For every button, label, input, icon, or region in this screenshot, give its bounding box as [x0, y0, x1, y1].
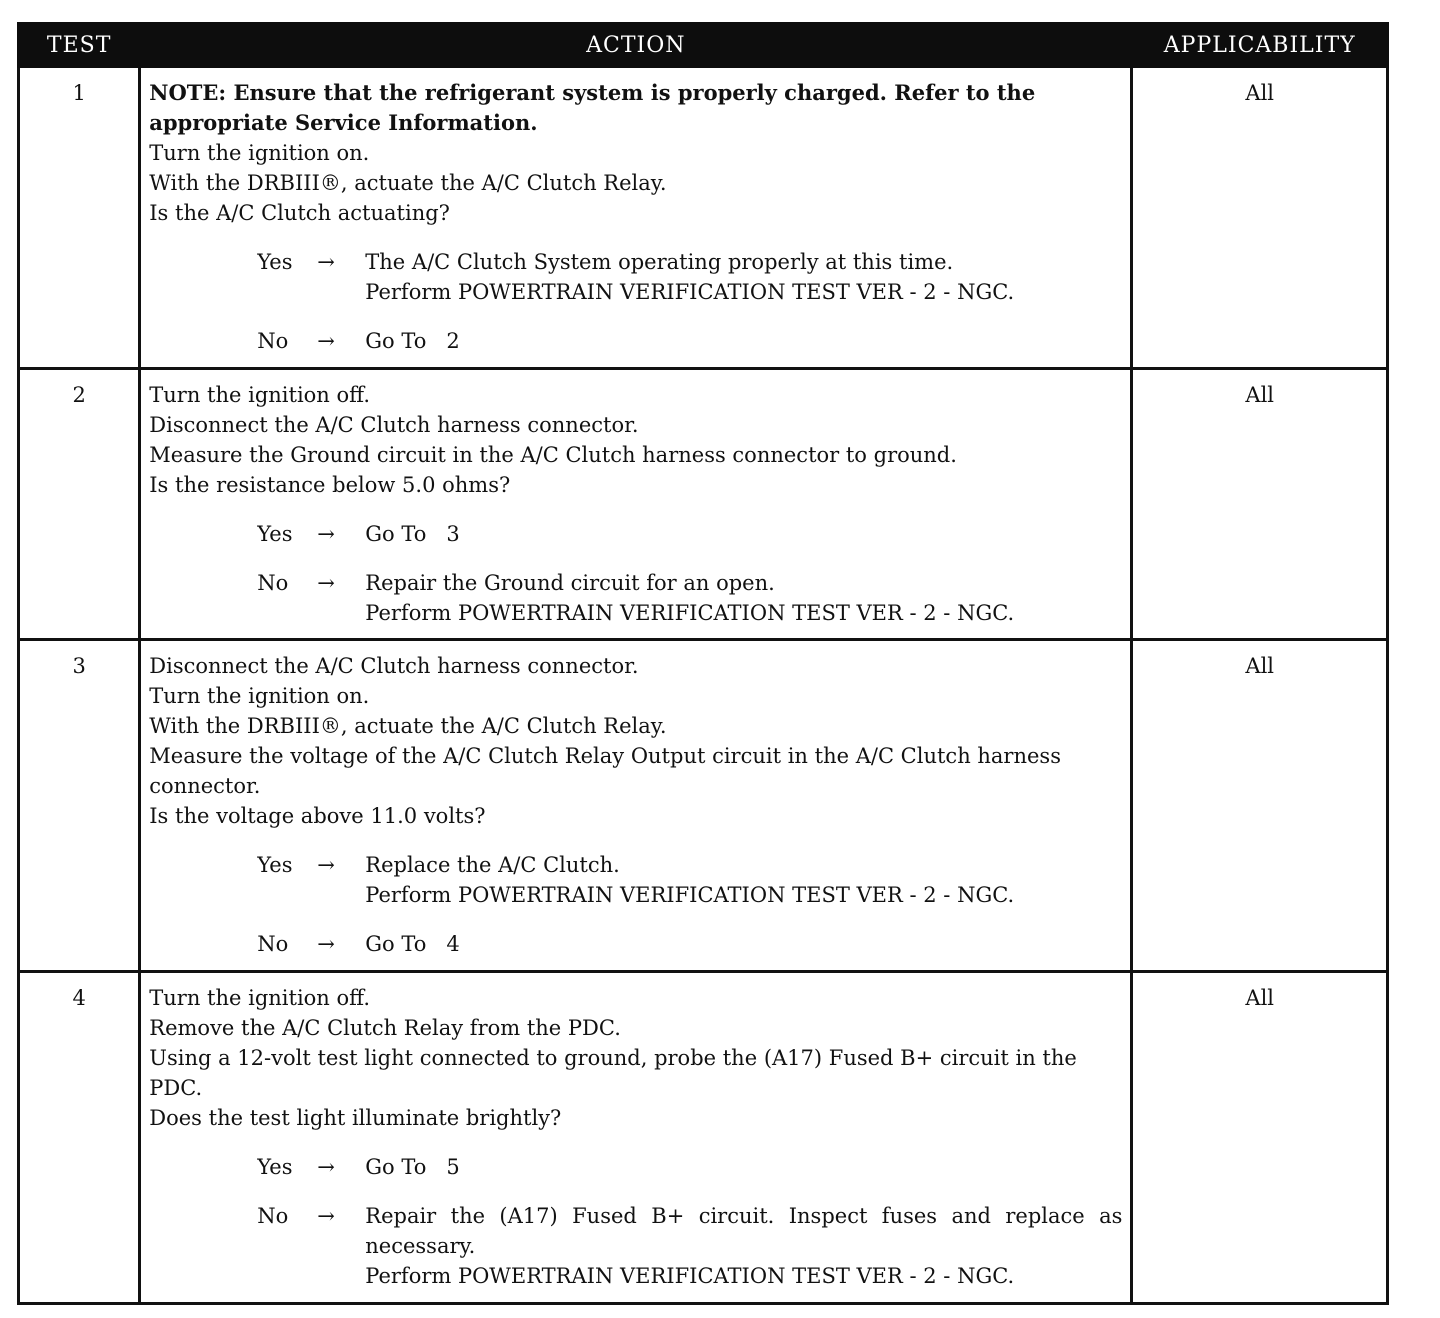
table-row [19, 67, 1388, 369]
arrow-right-icon: → [317, 1155, 335, 1179]
step-text: With the DRBIII®, actuate the A/C Clutch Relay. [149, 714, 667, 738]
action-cell [140, 67, 1132, 369]
test-number: 2 [19, 369, 140, 640]
no-label: No [257, 329, 289, 353]
test-number: 4 [19, 972, 140, 1304]
table-row [19, 972, 1388, 1304]
no-outcome [257, 929, 1122, 959]
yes-result [365, 247, 1122, 307]
result-line: Go To 4 [365, 932, 460, 956]
yes-label: Yes [257, 1155, 293, 1179]
no-outcome [257, 568, 1122, 628]
step-text: Turn the ignition off. [149, 986, 370, 1010]
step-text: Turn the ignition on. [149, 141, 370, 165]
header-test: TEST [19, 24, 140, 67]
test-number: 1 [19, 67, 140, 369]
yes-result [365, 850, 1122, 910]
step-text: Using a 12-volt test light connected to ground, probe the (A17) Fused B+ circuit in the PDC. [149, 1046, 1077, 1100]
step-text: Measure the voltage of the A/C Clutch Relay Output circuit in the A/C Clutch harness connector. [149, 744, 1061, 798]
arrow-right-icon: → [317, 250, 335, 274]
no-label: No [257, 571, 289, 595]
arrow-right-icon: → [317, 853, 335, 877]
no-result [365, 568, 1122, 628]
action-cell [140, 640, 1132, 972]
no-outcome [257, 326, 1122, 356]
result-line: Go To 3 [365, 522, 460, 546]
table-row [19, 640, 1388, 972]
yes-label: Yes [257, 853, 293, 877]
yes-result [365, 519, 1122, 549]
step-text: Disconnect the A/C Clutch harness connector. [149, 413, 639, 437]
yes-label: Yes [257, 250, 293, 274]
step-text: Measure the Ground circuit in the A/C Clutch harness connector to ground. [149, 443, 957, 467]
action-cell [140, 369, 1132, 640]
result-line: Go To 2 [365, 329, 460, 353]
step-text: Is the voltage above 11.0 volts? [149, 804, 486, 828]
step-text: With the DRBIII®, actuate the A/C Clutch Relay. [149, 171, 667, 195]
diagnostic-test-table [17, 22, 1389, 1305]
action-cell [140, 972, 1132, 1304]
no-outcome [257, 1201, 1122, 1291]
yes-label: Yes [257, 522, 293, 546]
yes-outcome [257, 519, 1122, 549]
table-row [19, 369, 1388, 640]
header-action: ACTION [140, 24, 1132, 67]
result-line: The A/C Clutch System operating properly at this time. [365, 250, 954, 274]
yes-outcome [257, 1152, 1122, 1182]
step-text: Does the test light illuminate brightly? [149, 1106, 562, 1130]
no-label: No [257, 932, 289, 956]
step-text: Is the A/C Clutch actuating? [149, 201, 450, 225]
no-result [365, 929, 1122, 959]
result-line: Repair the Ground circuit for an open. [365, 571, 775, 595]
result-line: Perform POWERTRAIN VERIFICATION TEST VER - 2 - NGC. [365, 280, 1015, 304]
applicability-cell: All [1132, 67, 1388, 369]
no-label: No [257, 1204, 289, 1228]
step-text: Turn the ignition on. [149, 684, 370, 708]
result-line: Perform POWERTRAIN VERIFICATION TEST VER - 2 - NGC. [365, 601, 1015, 625]
test-number: 3 [19, 640, 140, 972]
yes-outcome [257, 850, 1122, 910]
result-line: Repair the (A17) Fused B+ circuit. Inspect fuses and replace as necessary. [365, 1204, 1123, 1258]
yes-outcome [257, 247, 1122, 307]
header-applicability: APPLICABILITY [1132, 24, 1388, 67]
arrow-right-icon: → [317, 522, 335, 546]
table-header-row [19, 24, 1388, 67]
diagnostic-procedure-page [17, 22, 1389, 1305]
no-result [365, 1201, 1122, 1291]
result-line: Perform POWERTRAIN VERIFICATION TEST VER - 2 - NGC. [365, 1264, 1015, 1288]
result-line: Go To 5 [365, 1155, 460, 1179]
result-line: Replace the A/C Clutch. [365, 853, 620, 877]
note-text: NOTE: Ensure that the refrigerant system is properly charged. Refer to the appropriate Service Information. [149, 80, 1036, 135]
step-text: Is the resistance below 5.0 ohms? [149, 473, 511, 497]
step-text: Remove the A/C Clutch Relay from the PDC. [149, 1016, 621, 1040]
applicability-cell: All [1132, 972, 1388, 1304]
yes-result [365, 1152, 1122, 1182]
arrow-right-icon: → [317, 329, 335, 353]
no-result [365, 326, 1122, 356]
applicability-cell: All [1132, 640, 1388, 972]
arrow-right-icon: → [317, 1204, 335, 1228]
step-text: Turn the ignition off. [149, 383, 370, 407]
step-text: Disconnect the A/C Clutch harness connector. [149, 654, 639, 678]
applicability-cell: All [1132, 369, 1388, 640]
arrow-right-icon: → [317, 932, 335, 956]
result-line: Perform POWERTRAIN VERIFICATION TEST VER - 2 - NGC. [365, 883, 1015, 907]
arrow-right-icon: → [317, 571, 335, 595]
